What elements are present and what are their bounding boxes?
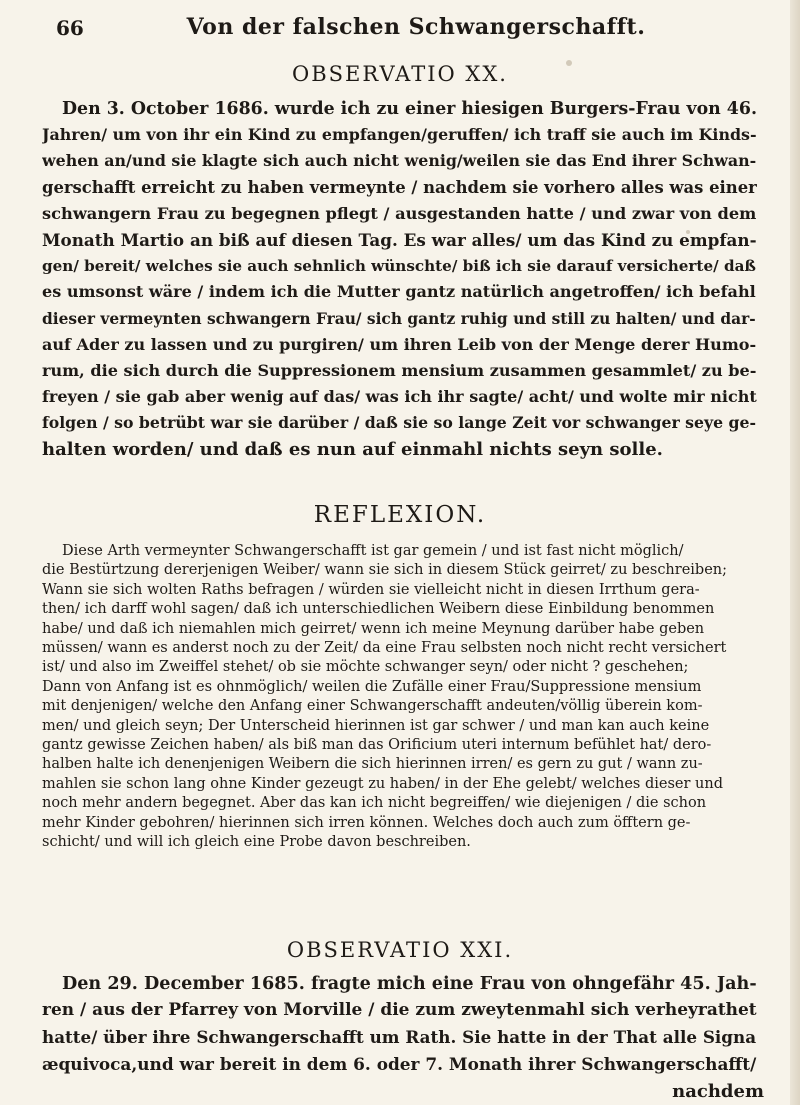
text-line: æquivoca,und war bereit in dem 6. oder 7. Monath ihrer Schwangerschafft/ <box>42 1054 757 1074</box>
text-line: Dann von Anfang ist es ohnmöglich/ weilen die Zufälle einer Frau/Suppressione mensium <box>42 678 702 695</box>
page-header <box>56 14 776 44</box>
text-line: auf Ader zu lassen und zu purgiren/ um ihren Leib von der Menge derer Humo- <box>42 334 757 354</box>
text-line: men/ und gleich seyn; Der Unterscheid hierinnen ist gar schwer / und man kan auch keine <box>42 717 710 734</box>
text-line: müssen/ wann es anderst noch zu der Zeit/ da eine Frau selbsten noch nicht recht versichert <box>42 640 727 657</box>
text-line: die Bestürtzung dererjenigen Weiber/ wann sie sich in diesem Stück geirret/ zu beschreiben; <box>42 562 728 579</box>
text-line: mit denjenigen/ welche den Anfang einer Schwangerschafft andeuten/völlig überein kom- <box>42 698 703 715</box>
text-line: Wann sie sich wolten Raths befragen / würden sie vielleicht nicht in diesen Irrthum gera- <box>42 581 700 598</box>
text-line: ren / aus der Pfarrey von Morville / die zum zweytenmahl sich verheyrathet <box>42 1000 757 1020</box>
text-line: Monath Martio an biß auf diesen Tag. Es war alles/ um das Kind zu empfan- <box>42 230 757 251</box>
observation-title: OBSERVATIO XXI. <box>286 938 514 962</box>
observation-body <box>42 970 764 1105</box>
text-line: freyen / sie gab aber wenig auf das/ was ich ihr sagte/ acht/ und wolte mir nicht <box>42 387 757 407</box>
reflexion-body <box>42 542 764 853</box>
text-line: halben halte ich denenjenigen Weibern die sich hierinnen irren/ es gern zu gut / wann zu- <box>42 756 703 773</box>
text-line: wehen an/und sie klagte sich auch nicht wenig/weilen sie das End ihrer Schwan- <box>42 151 757 171</box>
observation-body <box>42 96 764 463</box>
reflexion-title: REFLEXION. <box>313 502 487 528</box>
text-line: gantz gewisse Zeichen haben/ als biß man das Orificium uteri internum befühlet hat/ dero- <box>42 737 712 754</box>
text-line: Den 29. December 1685. fragte mich eine Frau von ohngefähr 45. Jah- <box>62 973 757 994</box>
text-line: Den 3. October 1686. wurde ich zu einer hiesigen Burgers-Frau von 46. <box>62 99 757 119</box>
text-line: es umsonst wäre / indem ich die Mutter gantz natürlich angetroffen/ ich befahl <box>42 282 756 302</box>
text-line: dieser vermeynten schwangern Frau/ sich gantz ruhig und still zu halten/ und dar- <box>42 309 756 328</box>
text-line: mehr Kinder gebohren/ hierinnen sich irren können. Welches doch auch zum öfftern ge- <box>42 814 691 831</box>
text-line: rum, die sich durch die Suppressionem mensium zusammen gesammlet/ zu be- <box>42 361 757 381</box>
observation-title: OBSERVATIO XX. <box>292 62 508 86</box>
running-head: Von der falschen Schwangerschafft. <box>186 14 646 40</box>
text-line: Diese Arth vermeynter Schwangerschafft ist gar gemein / und ist fast nicht möglich/ <box>62 543 684 559</box>
text-line: gerschafft erreicht zu haben vermeynte / nachdem sie vorhero alles was einer <box>42 177 757 197</box>
text-line: then/ ich darff wohl sagen/ daß ich unterschiedlichen Weibern diese Einbildung benommen <box>42 601 715 618</box>
text-line: schicht/ und will ich gleich eine Probe davon beschreiben. <box>42 834 471 851</box>
text-line: noch mehr andern begegnet. Aber das kan ich nicht begreiffen/ wie diejenigen / die schon <box>42 795 707 812</box>
catchword: nachdem <box>672 1081 764 1102</box>
text-line: mahlen sie schon lang ohne Kinder gezeugt zu haben/ in der Ehe gelebt/ welches dieser und <box>42 775 724 792</box>
text-line: gen/ bereit/ welches sie auch sehnlich wünschte/ biß ich sie darauf versicherte/ daß <box>42 257 756 276</box>
text-line: halten worden/ und daß es nun auf einmahl nichts seyn solle. <box>42 438 663 460</box>
page-number: 66 <box>56 16 84 40</box>
text-line: folgen / so betrübt war sie darüber / daß sie so lange Zeit vor schwanger seye ge- <box>42 413 757 433</box>
text-line: ist/ und also im Zweiffel stehet/ ob sie möchte schwanger seyn/ oder nicht ? geschehen; <box>42 659 689 676</box>
text-line: Jahren/ um von ihr ein Kind zu empfangen/geruffen/ ich traff sie auch im Kinds- <box>42 125 757 145</box>
text-line: schwangern Frau zu begegnen pflegt / ausgestanden hatte / und zwar von dem <box>42 203 757 223</box>
text-line: hatte/ über ihre Schwangerschafft um Rath. Sie hatte in der That alle Signa <box>42 1027 757 1047</box>
text-line: habe/ und daß ich niemahlen mich geirret/ wenn ich meine Meynung darüber habe geben <box>42 620 705 637</box>
